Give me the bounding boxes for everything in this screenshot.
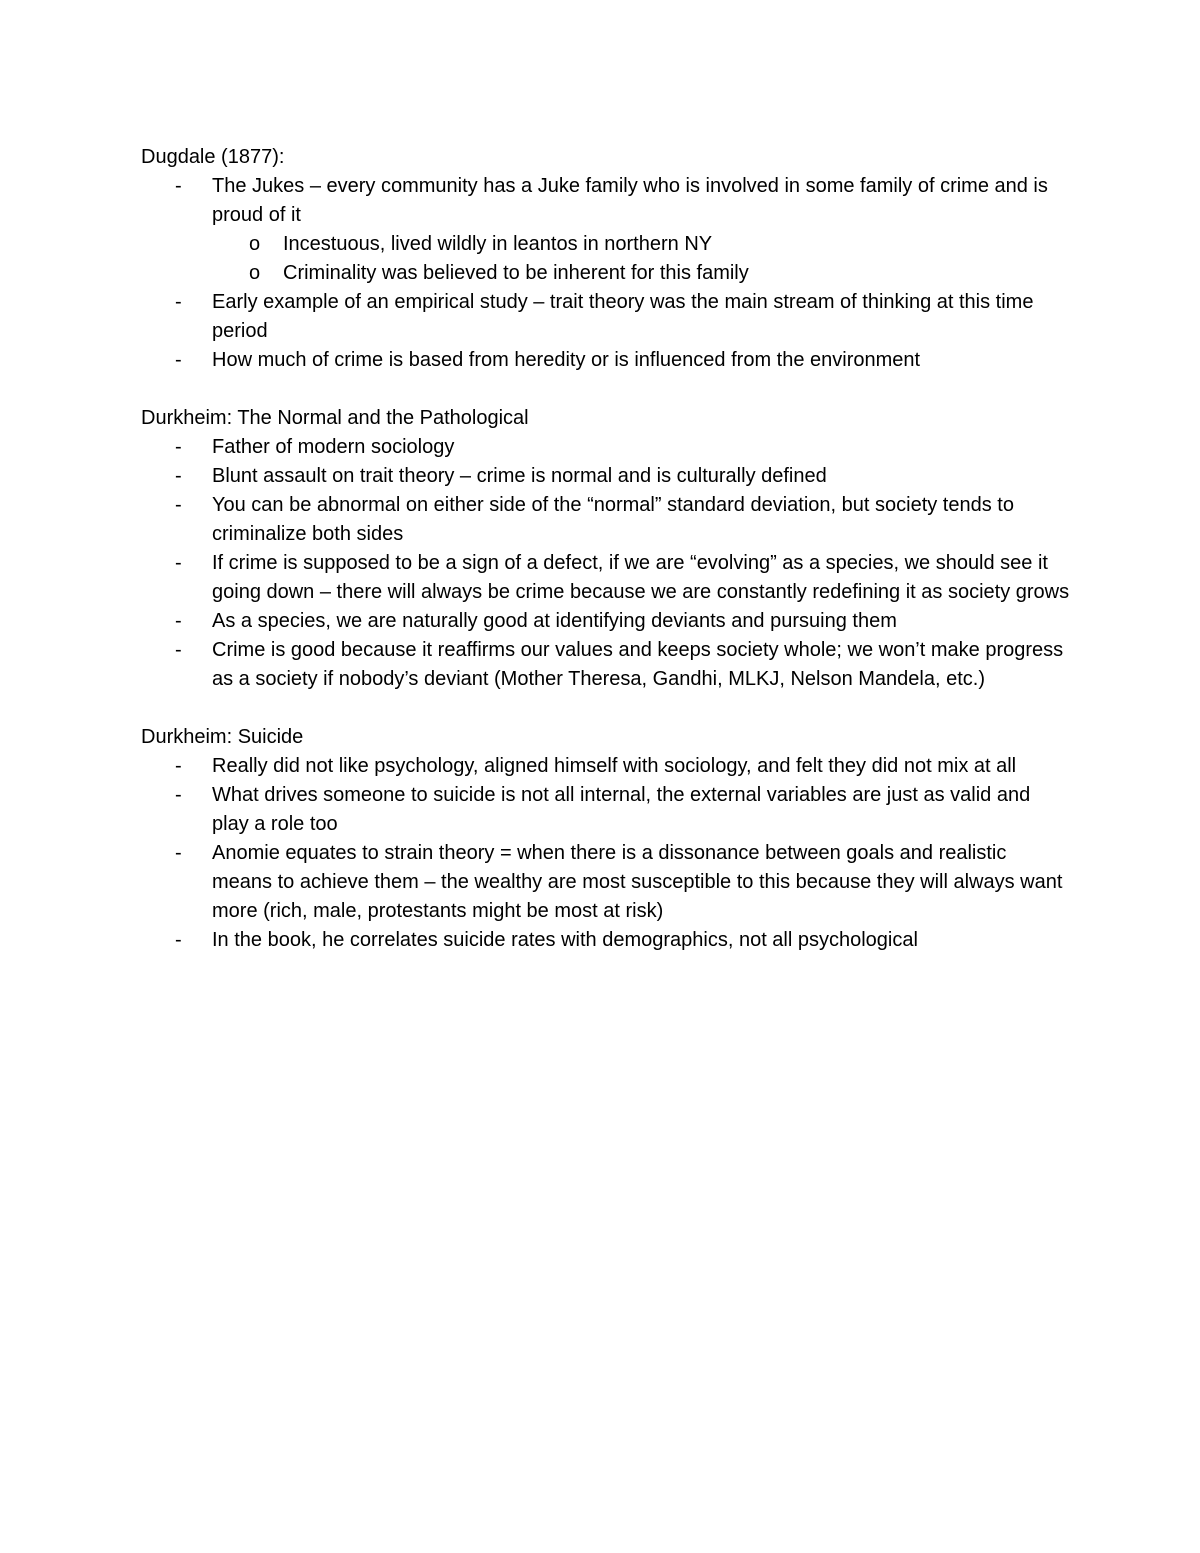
list-item-text: The Jukes – every community has a Juke family who is involved in some family of crime and is proud of it	[212, 175, 1048, 226]
sub-bullet-list	[141, 230, 1071, 288]
section-heading: Durkheim: The Normal and the Pathological	[141, 407, 529, 429]
dash-bullet-icon: -	[175, 755, 182, 777]
list-item-text: You can be abnormal on either side of the “normal” standard deviation, but society tends to criminalize both sides	[212, 494, 1014, 545]
list-item-text: Really did not like psychology, aligned himself with sociology, and felt they did not mix at all	[212, 755, 1017, 777]
dash-bullet-icon: -	[175, 494, 182, 516]
bullet-list	[141, 433, 1071, 694]
sub-list-item-text: Criminality was believed to be inherent for this family	[283, 262, 749, 284]
section-durkheim-normal-pathological	[141, 404, 1071, 694]
list-item	[141, 288, 1071, 346]
dash-bullet-icon: -	[175, 436, 182, 458]
sub-list-item-text: Incestuous, lived wildly in leantos in northern NY	[283, 233, 713, 255]
list-item	[141, 839, 1071, 926]
list-item	[141, 433, 1071, 462]
list-item	[141, 636, 1071, 694]
list-item	[141, 549, 1071, 607]
bullet-list	[141, 172, 1071, 375]
dash-bullet-icon: -	[175, 465, 182, 487]
dash-bullet-icon: -	[175, 784, 182, 806]
dash-bullet-icon: -	[175, 175, 182, 197]
list-item	[141, 607, 1071, 636]
dash-bullet-icon: -	[175, 552, 182, 574]
list-item	[141, 462, 1071, 491]
list-item-text: In the book, he correlates suicide rates with demographics, not all psychological	[212, 929, 918, 951]
list-item	[141, 752, 1071, 781]
section-dugdale	[141, 143, 1071, 375]
circle-bullet-icon: o	[249, 262, 261, 284]
list-item	[141, 346, 1071, 375]
dash-bullet-icon: -	[175, 639, 182, 661]
list-item-text: Crime is good because it reaffirms our values and keeps society whole; we won’t make progress as a society if nobody’s deviant (Mother Theresa, Gandhi, MLKJ, Nelson Mandela, etc.)	[212, 639, 1064, 690]
dash-bullet-icon: -	[175, 610, 182, 632]
section-heading: Dugdale (1877):	[141, 146, 285, 168]
list-item	[141, 172, 1071, 288]
list-item-text: Blunt assault on trait theory – crime is normal and is culturally defined	[212, 465, 827, 487]
section-durkheim-suicide	[141, 723, 1071, 955]
sub-list-item	[141, 230, 1071, 259]
dash-bullet-icon: -	[175, 929, 182, 951]
list-item-text: If crime is supposed to be a sign of a defect, if we are “evolving” as a species, we should see it going down – there will always be crime because we are constantly redefining it as society grows	[212, 552, 1070, 603]
list-item-text: Anomie equates to strain theory = when there is a dissonance between goals and realistic means to achieve them – the wealthy are most susceptible to this because they will always want more (rich, male, protestants might be most at risk)	[212, 842, 1063, 922]
dash-bullet-icon: -	[175, 349, 182, 371]
bullet-list	[141, 752, 1071, 955]
circle-bullet-icon: o	[249, 233, 261, 255]
list-item	[141, 926, 1071, 955]
section-heading: Durkheim: Suicide	[141, 726, 304, 748]
list-item-text: What drives someone to suicide is not all internal, the external variables are just as valid and play a role too	[212, 784, 1031, 835]
list-item	[141, 781, 1071, 839]
sub-list-item	[141, 259, 1071, 288]
list-item-text: Father of modern sociology	[212, 436, 455, 458]
dash-bullet-icon: -	[175, 291, 182, 313]
dash-bullet-icon: -	[175, 842, 182, 864]
list-item-text: How much of crime is based from heredity or is influenced from the environment	[212, 349, 921, 371]
document-content	[141, 143, 1071, 984]
list-item-text: Early example of an empirical study – trait theory was the main stream of thinking at this time period	[212, 291, 1034, 342]
list-item	[141, 491, 1071, 549]
list-item-text: As a species, we are naturally good at identifying deviants and pursuing them	[212, 610, 897, 632]
